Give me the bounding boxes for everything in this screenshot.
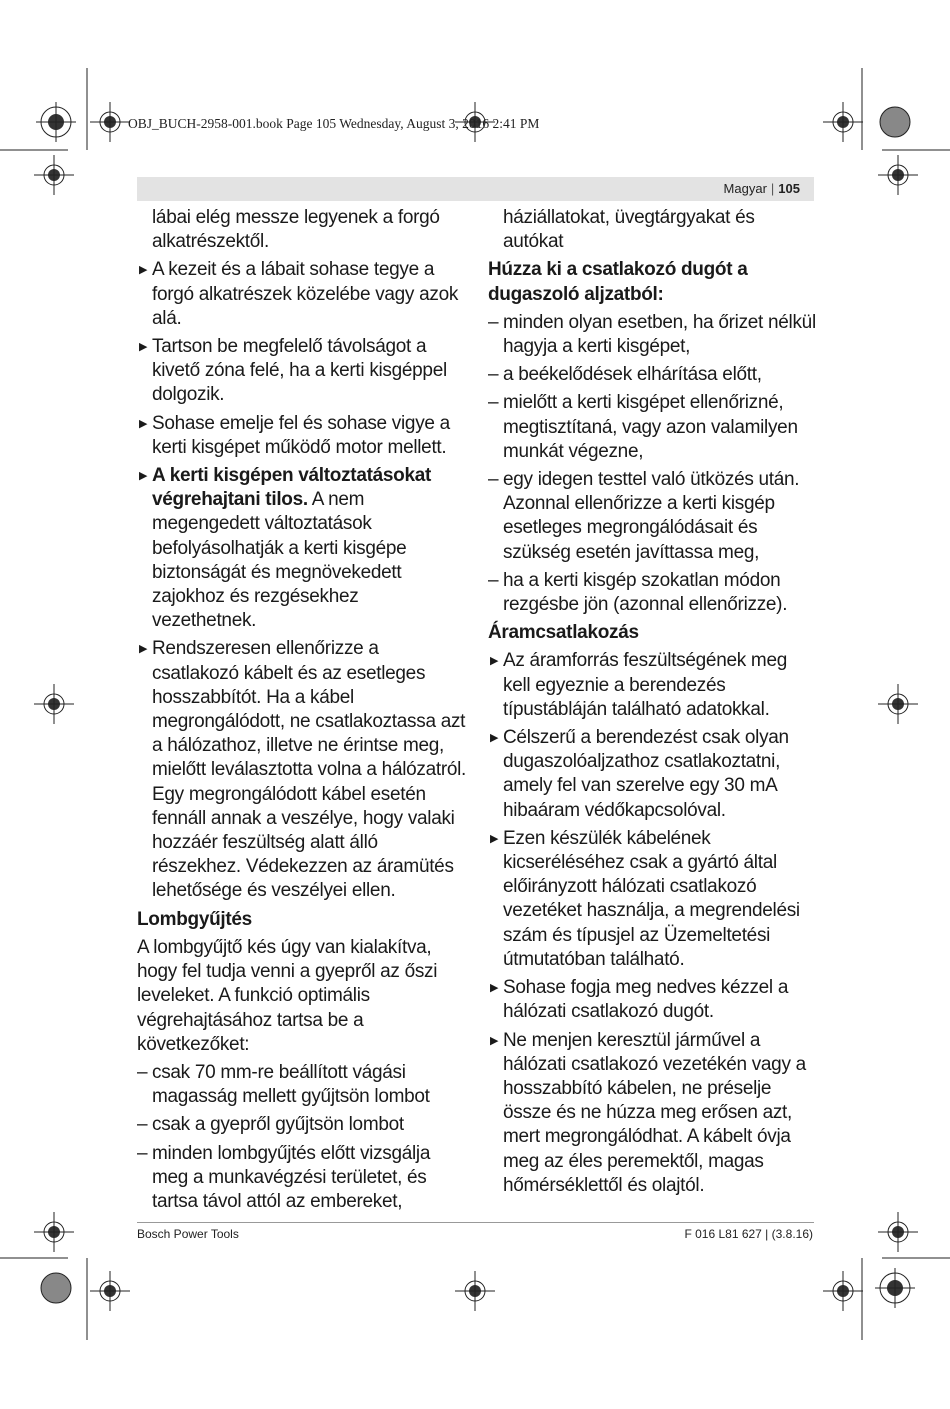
dash-item-text: minden lombgyűjtés előtt vizsgálja meg a munkavégzési területet, és tartsa távol attól az embereket, (152, 1142, 431, 1212)
registration-mark-icon (875, 102, 915, 142)
registration-mark-icon (823, 102, 863, 142)
list-item (137, 258, 467, 331)
page-number: 105 (778, 181, 800, 196)
list-item (137, 412, 467, 460)
registration-mark-icon (36, 102, 76, 142)
dash-mark: – (137, 1114, 148, 1136)
bullet-arrow-icon: ▶ (490, 1034, 499, 1047)
footer-brand: Bosch Power Tools (137, 1227, 239, 1241)
list-item-text: Ezen készülék kábelének kicseréléséhez csak a gyártó által előirányzott hálózati csatlakozó vezetéket használja, a megrendelési szám és típusjel az Üzemeltetési útmutatóban található. (503, 827, 800, 970)
registration-mark-icon (455, 1271, 495, 1311)
dash-list-item (137, 1061, 467, 1109)
list-item (137, 335, 467, 408)
bullet-arrow-icon: ▶ (139, 470, 148, 483)
dash-item-text: a beékelődések elhárítása előtt, (503, 364, 762, 386)
footer-doc-code: F 016 L81 627 | (3.8.16) (684, 1227, 813, 1241)
section-heading: Húzza ki a csatlakozó dugót a dugaszoló aljzatból: (488, 259, 748, 305)
dash-list-item (488, 569, 818, 617)
bullet-arrow-icon: ▶ (139, 264, 148, 277)
dash-item-text: csak a gyepről gyűjtsön lombot (152, 1114, 404, 1136)
dash-list-item (488, 468, 818, 565)
dash-mark: – (137, 1142, 148, 1164)
list-item (488, 726, 818, 823)
page-header (137, 177, 814, 201)
left-column (137, 206, 467, 1218)
list-item (488, 649, 818, 722)
dash-list-item (137, 1142, 467, 1215)
header-language: Magyar (723, 181, 767, 196)
registration-mark-icon (878, 684, 918, 724)
section-heading: Lombgyűjtés (137, 908, 252, 930)
list-item (488, 827, 818, 972)
registration-mark-icon (36, 1268, 76, 1308)
dash-mark: – (488, 569, 499, 591)
registration-mark-icon (34, 1212, 74, 1252)
list-item (488, 976, 818, 1024)
list-item-text: Tartson be megfelelő távolságot a kivető zóna felé, ha a kerti kisgéppel dolgozik. (152, 336, 447, 406)
right-column (488, 206, 818, 1202)
registration-mark-icon (34, 155, 74, 195)
list-item-text: Sohase fogja meg nedves kézzel a hálózati csatlakozó dugót. (503, 977, 789, 1023)
right-intro: háziállatokat, üvegtárgyakat és autókat (503, 207, 755, 253)
section-paragraph: A lombgyűjtő kés úgy van kialakítva, hogy fel tudja venni a gyepről az őszi leveleket. A funkció optimális végrehajtásához tartsa be a következőket: (137, 936, 438, 1055)
bullet-arrow-icon: ▶ (139, 643, 148, 656)
registration-mark-icon (878, 155, 918, 195)
dash-mark: – (488, 392, 499, 414)
dash-list-item (137, 1113, 467, 1137)
dash-item-text: mielőtt a kerti kisgépet ellenőrizné, megtisztítaná, vagy azon valamilyen munkát végezne, (503, 392, 798, 462)
header-text (724, 181, 800, 196)
dash-mark: – (488, 364, 499, 386)
dash-list-item (488, 311, 818, 359)
section-heading: Áramcsatlakozás (488, 622, 639, 644)
bullet-arrow-icon: ▶ (490, 832, 499, 845)
bullet-arrow-icon: ▶ (490, 732, 499, 745)
bullet-arrow-icon: ▶ (139, 417, 148, 430)
dash-item-text: csak 70 mm-re beállított vágási magasság mellett gyűjtsön lombot (152, 1061, 430, 1108)
list-item-text: Az áramforrás feszültségének meg kell egyeznie a berendezés típustábláján található adatokkal. (503, 650, 787, 720)
dash-mark: – (488, 469, 499, 491)
print-slug-line: OBJ_BUCH-2958-001.book Page 105 Wednesday, August 3, 2016 2:41 PM (128, 116, 540, 131)
registration-mark-icon (90, 1271, 130, 1311)
dash-item-text: minden olyan esetben, ha őrizet nélkül hagyja a kerti kisgépet, (503, 311, 816, 358)
dash-list-item (488, 363, 818, 387)
bullet-arrow-icon: ▶ (490, 655, 499, 668)
bullet-arrow-icon: ▶ (139, 341, 148, 354)
list-item-text: A nem megengedett változtatások befolyásolhatják a kerti kisgépe biztonságát és megnövekedett zajokhoz és rezgésekhez vezethetnek. (152, 489, 407, 632)
list-item-text: Sohase emelje fel és sohase vigye a kerti kisgépet működő motor mellett. (152, 412, 450, 458)
dash-item-text: egy idegen testtel való ütközés után. Azonnal ellenőrizze a kerti kisgép esetleges megrongálódásait és szükség esetén javíttassa meg, (503, 469, 800, 563)
registration-mark-icon (34, 684, 74, 724)
list-item-text: Ne menjen keresztül járművel a hálózati csatlakozó vezetékén vagy a hosszabbító kábelen, ne préselje össze és ne húzza meg erősen azt, mert megrongálódhat. A kábelt óvja meg az éles peremektől, magas hőmérséklettől és olajtól. (503, 1029, 806, 1196)
header-separator: | (770, 181, 775, 196)
dash-list-item (488, 391, 818, 464)
footer-divider (137, 1222, 814, 1223)
list-item-text: Rendszeresen ellenőrizze a csatlakozó kábelt és az esetleges hosszabbítót. Ha a kábel megrongálódott, ne csatlakoztassa azt a hálózathoz, illetve ne érintse meg, mielőtt leválasztotta volna a hálózatról. Egy megrongálódott kábel esetén fennáll annak a veszélye, hogy valaki hozzáér feszültség alatt álló részekhez. Védekezzen az áramütés lehetősége és veszélyei ellen. (152, 638, 467, 902)
list-item (488, 1029, 818, 1198)
registration-mark-icon (90, 102, 130, 142)
list-item-bold-text: A kerti kisgépen változtatásokat végrehajtani tilos. (152, 465, 432, 511)
list-item-text: Célszerű a berendezést csak olyan dugaszolóaljzathoz csatlakoztatni, amely fel van szerelve egy 30 mA hibaáram védőkapcsolóval. (503, 727, 789, 821)
bullet-arrow-icon: ▶ (490, 982, 499, 995)
registration-mark-icon (878, 1212, 918, 1252)
list-item (137, 464, 467, 633)
list-item (137, 637, 467, 903)
list-item-text: A kezeit és a lábait sohase tegye a forgó alkatrészek közelébe vagy azok alá. (152, 259, 459, 329)
registration-mark-icon (875, 1268, 915, 1308)
dash-mark: – (137, 1061, 148, 1083)
dash-item-text: ha a kerti kisgép szokatlan módon rezgésbe jön (azonnal ellenőrizze). (503, 569, 788, 616)
left-intro: lábai elég messze legyenek a forgó alkatrészektől. (152, 207, 440, 253)
dash-mark: – (488, 311, 499, 333)
registration-mark-icon (823, 1271, 863, 1311)
